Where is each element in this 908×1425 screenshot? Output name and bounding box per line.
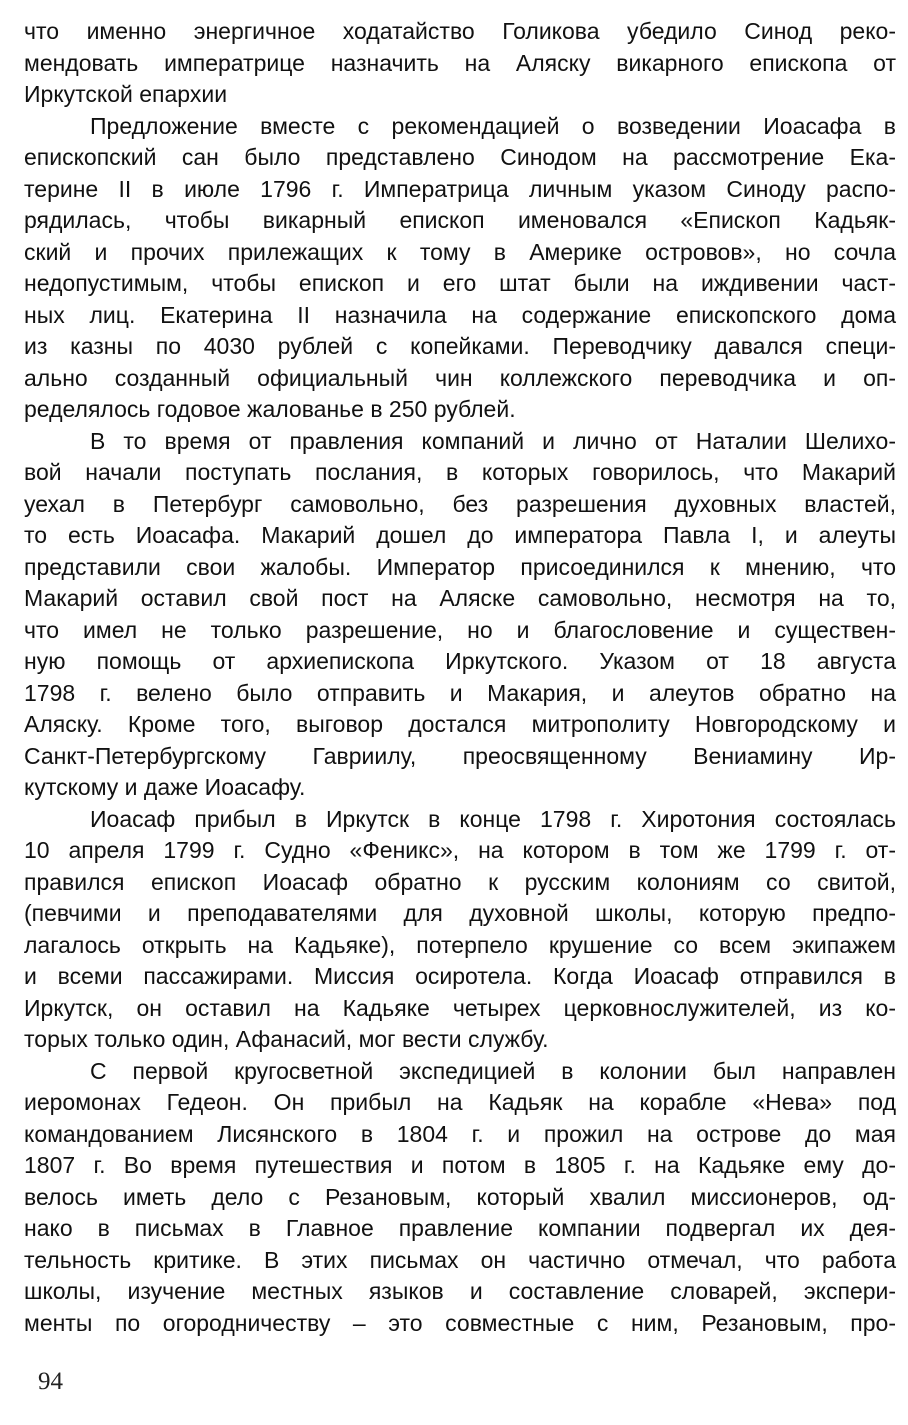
- text-line: представили свои жалобы. Император присоединился к мнению, что: [24, 553, 896, 580]
- text-line: кутскому и даже Иоасафу.: [24, 774, 306, 800]
- text-line: епископский сан было представлено Синодом на рассмотрение Ека-: [24, 144, 896, 170]
- text-line: ную помощь от архиепископа Иркутского. Указом от 18 августа: [24, 648, 896, 674]
- text-line: тельность критике. В этих письмах он частично отмечал, что работа: [24, 1246, 896, 1273]
- text-line: велось иметь дело с Резановым, который хвалил миссионеров, од-: [24, 1183, 896, 1210]
- text-line: мендовать императрице назначить на Аляску викарного епископа от: [24, 49, 896, 76]
- page-number: 94: [38, 1368, 63, 1395]
- text-line: ределялось годовое жалованье в 250 рублей.: [24, 396, 516, 422]
- text-line: недопустимым, чтобы епископ и его штат были на иждивении част-: [24, 270, 896, 296]
- text-line: С первой кругосветной экспедицией в колонии был направлен: [90, 1057, 896, 1084]
- text-line: ально созданный официальный чин коллежского переводчика и оп-: [24, 364, 896, 391]
- text-line: лагалось открыть на Кадьяке), потерпело крушение со всем экипажем: [24, 931, 896, 958]
- paragraph: [24, 111, 896, 426]
- text-line: 10 апреля 1799 г. Судно «Феникс», на котором в том же 1799 г. от-: [24, 837, 896, 863]
- paragraph: [24, 804, 896, 1056]
- text-line: что именно энергичное ходатайство Голикова убедило Синод реко-: [24, 18, 896, 44]
- text-line: Аляску. Кроме того, выговор достался митрополиту Новгородскому и: [24, 711, 896, 737]
- text-line: уехал в Петербург самовольно, без разрешения духовных властей,: [24, 490, 896, 517]
- text-line: ский и прочих прилежащих к тому в Америке островов», но сочла: [24, 238, 896, 265]
- text-line: что имел не только разрешение, но и благословение и существен-: [24, 616, 896, 643]
- text-line: Иркутск, он оставил на Кадьяке четырех церковнослужителей, из ко-: [24, 994, 896, 1021]
- page-body-text: [24, 16, 896, 1339]
- text-line: из казны по 4030 рублей с копейками. Переводчику давался специ-: [24, 333, 896, 359]
- paragraph: [24, 426, 896, 804]
- text-line: менты по огородничеству – это совместные с ним, Резановым, про-: [24, 1309, 896, 1336]
- text-line: школы, изучение местных языков и составление словарей, экспери-: [24, 1278, 896, 1304]
- text-line: (певчими и преподавателями для духовной школы, которую предпо-: [24, 900, 896, 926]
- paragraph: [24, 16, 896, 111]
- text-line: правился епископ Иоасаф обратно к русским колониям со свитой,: [24, 868, 896, 895]
- text-line: то есть Иоасафа. Макарий дошел до императора Павла I, и алеуты: [24, 522, 896, 548]
- text-line: командованием Лисянского в 1804 г. и прожил на острове до мая: [24, 1120, 896, 1147]
- text-line: и всеми пассажирами. Миссия осиротела. Когда Иоасаф отправился в: [24, 963, 896, 989]
- text-line: Иоасаф прибыл в Иркутск в конце 1798 г. Хиротония состоялась: [90, 805, 896, 832]
- text-line: нако в письмах в Главное правление компании подвергал их дея-: [24, 1215, 896, 1241]
- text-line: В то время от правления компаний и лично от Наталии Шелихо-: [90, 427, 896, 454]
- text-line: Предложение вместе с рекомендацией о возведении Иоасафа в: [90, 112, 896, 139]
- text-line: 1798 г. велено было отправить и Макария, и алеутов обратно на: [24, 679, 896, 706]
- text-line: ных лиц. Екатерина II назначила на содержание епископского дома: [24, 301, 896, 328]
- text-line: вой начали поступать послания, в которых говорилось, что Макарий: [24, 459, 896, 485]
- text-line: торых только один, Афанасий, мог вести службу.: [24, 1026, 549, 1052]
- text-line: иеромонах Гедеон. Он прибыл на Кадьяк на корабле «Нева» под: [24, 1089, 896, 1115]
- paragraph: [24, 1056, 896, 1340]
- text-line: Иркутской епархии: [24, 81, 228, 107]
- text-line: терине II в июле 1796 г. Императрица личным указом Синоду распо-: [24, 175, 896, 202]
- text-line: Санкт-Петербургскому Гавриилу, преосвященному Вениамину Ир-: [24, 742, 896, 769]
- text-line: 1807 г. Во время путешествия и потом в 1805 г. на Кадьяке ему до-: [24, 1152, 896, 1178]
- text-line: рядилась, чтобы викарный епископ именовался «Епископ Кадьяк-: [24, 207, 896, 233]
- text-line: Макарий оставил свой пост на Аляске самовольно, несмотря на то,: [24, 585, 896, 611]
